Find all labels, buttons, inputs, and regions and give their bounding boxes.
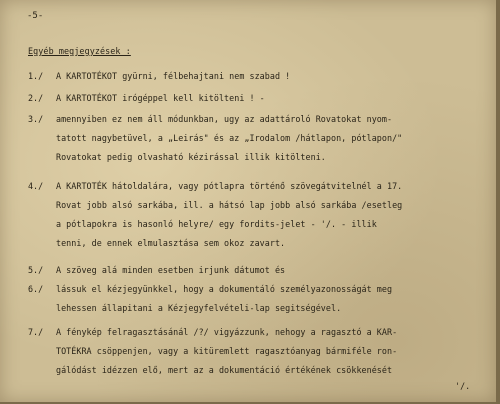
item-line: tatott nagybetüvel, a „Leirás" és az „Irodalom /hátlapon, pótlapon/" [56,133,403,143]
item-number: 6./ [28,284,44,294]
item-line: amennyiben ez nem áll módunkban, ugy az adattároló Rovatokat nyom- [56,114,393,124]
page-number: -5- [27,11,44,21]
item-line: A fénykép felragasztásánál /?/ vigyázzunk, nehogy a ragasztó a KAR- [56,327,398,337]
item-line: A KARTOTÉKOT gyürni, félbehajtani nem szabad ! [56,71,291,81]
item-line: Rovatokat pedig olvasható kézirással illik kitölteni. [56,152,326,162]
item-number: 5./ [28,265,44,275]
item-line: '/. [455,381,471,391]
item-line: a pótlapokra is hasonló helyre/ egy fordits-jelet - '/. - illik [56,219,377,229]
item-line: gálódást idézzen elő, mert az a dokumentáció értékének csökkenését [56,365,393,375]
item-line: lássuk el kézjegyünkkel, hogy a dokumentáló személyazonosságát meg [56,284,393,294]
item-line: lehessen állapitani a Kézjegyfelvételi-lap segitségével. [56,303,342,313]
item-number: 7./ [28,327,44,337]
item-line: A KARTOTÉKOT irógéppel kell kitölteni ! - [56,93,265,103]
item-number: 4./ [28,181,44,191]
item-number: 2./ [28,93,44,103]
item-line: TOTÉKRA csöppenjen, vagy a kitüremlett ragasztóanyag bármiféle ron- [56,346,398,356]
item-line: Rovat jobb alsó sarkába, ill. a hátsó lap jobb alsó sarkába /esetleg [56,200,403,210]
item-number: 3./ [28,114,44,124]
item-number: 1./ [28,71,44,81]
item-line: tenni, de ennek elmulasztása sem okoz zavart. [56,238,286,248]
section-heading: Egyéb megjegyzések : [28,46,131,56]
item-line: A szöveg alá minden esetben irjunk dátumot és [56,265,286,275]
item-line: A KARTOTÉK hátoldalára, vagy pótlapra történő szövegátvitelnél a 17. [56,181,403,191]
